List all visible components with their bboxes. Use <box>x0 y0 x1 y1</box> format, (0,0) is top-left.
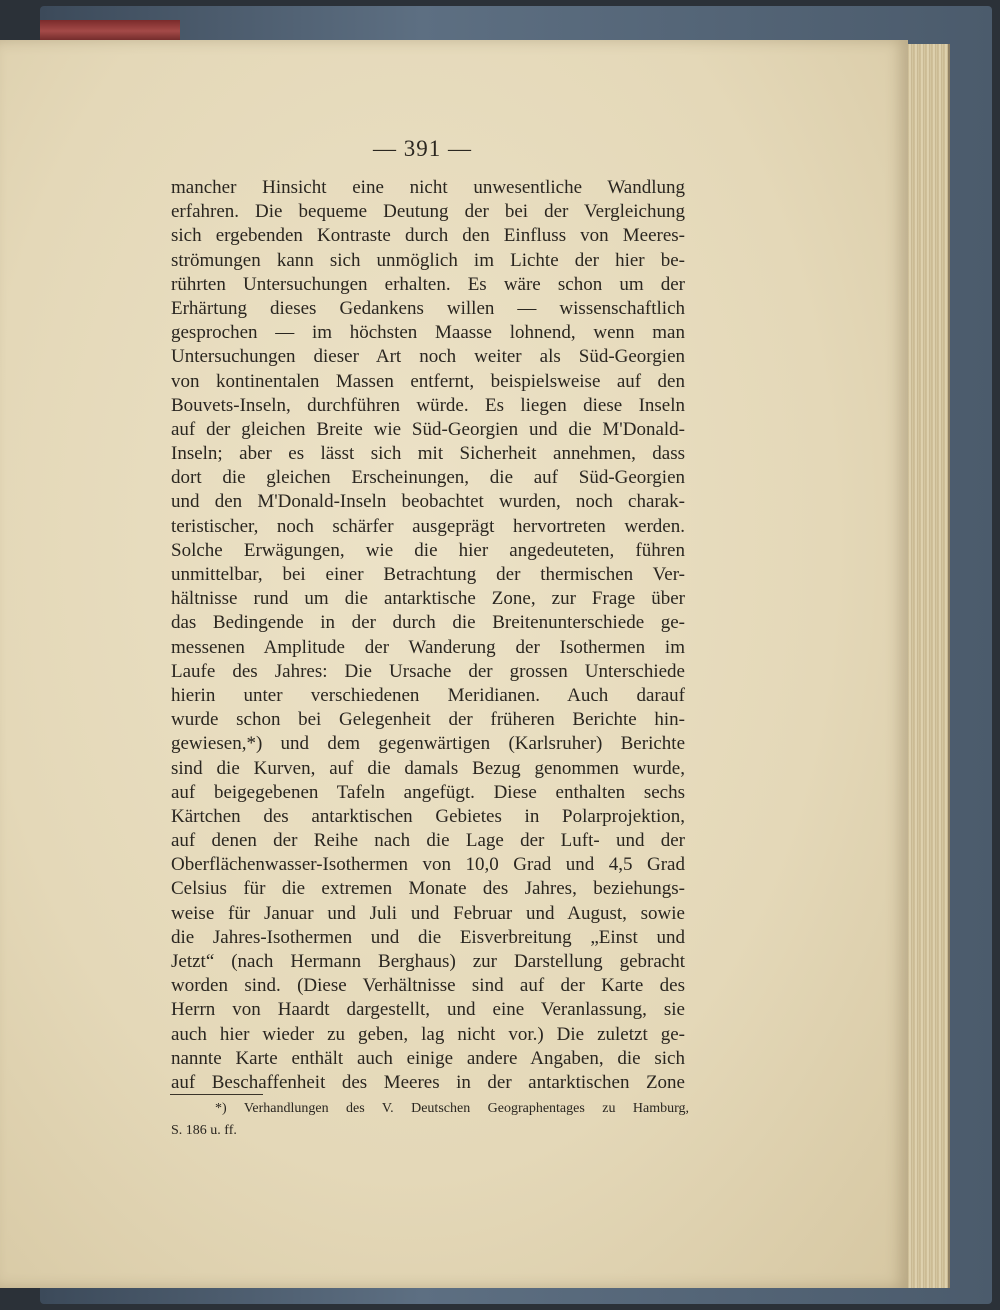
text-line: die Jahres-Isothermen und die Eisverbreitung „Einst und <box>171 926 685 948</box>
text-line: auf Beschaffenheit des Meeres in der antarktischen Zone <box>171 1071 685 1093</box>
text-line: Inseln; aber es lässt sich mit Sicherheit annehmen, dass <box>171 443 685 465</box>
text-line: hältnisse rund um die antarktische Zone, zur Frage über <box>171 588 685 610</box>
text-line: erfahren. Die bequeme Deutung der bei der Vergleichung <box>171 201 685 223</box>
text-line: worden sind. (Diese Verhältnisse sind auf der Karte des <box>171 975 685 997</box>
footnote-rule <box>170 1094 263 1095</box>
text-line: auf denen der Reihe nach die Lage der Luft- und der <box>171 830 685 852</box>
text-line: wurde schon bei Gelegenheit der früheren Berichte hin- <box>171 709 685 731</box>
text-line: mancher Hinsicht eine nicht unwesentliche Wandlung <box>171 177 685 198</box>
text-line: Solche Erwägungen, wie die hier angedeuteten, führen <box>171 539 685 561</box>
bookmark-ribbon <box>40 20 180 42</box>
text-line: Erhärtung dieses Gedankens willen — wissenschaftlich <box>171 297 685 319</box>
text-line: auch hier wieder zu geben, lag nicht vor.) Die zuletzt ge- <box>171 1023 685 1045</box>
text-line: gesprochen — im höchsten Maasse lohnend, wenn man <box>171 322 685 344</box>
text-line: dort die gleichen Erscheinungen, die auf Süd-Georgien <box>171 467 685 489</box>
text-line: Kärtchen des antarktischen Gebietes in Polarprojektion, <box>171 805 685 827</box>
text-line: unmittelbar, bei einer Betrachtung der thermischen Ver- <box>171 564 685 585</box>
text-line: von kontinentalen Massen entfernt, beispielsweise auf den <box>171 370 685 392</box>
text-line: Celsius für die extremen Monate des Jahres, beziehungs- <box>171 878 685 900</box>
text-line: rührten Untersuchungen erhalten. Es wäre schon um der <box>171 273 685 295</box>
text-line: messenen Amplitude der Wanderung der Isothermen im <box>171 636 685 658</box>
text-line: sich ergebenden Kontraste durch den Einfluss von Meeres- <box>171 225 685 247</box>
text-line: weise für Januar und Juli und Februar und August, sowie <box>171 902 685 924</box>
page-number: — 391 — <box>373 136 472 161</box>
text-line: und den M'Donald-Inseln beobachtet wurden, noch charak- <box>171 491 685 513</box>
text-line: das Bedingende in der durch die Breitenunterschiede ge- <box>171 612 685 634</box>
text-line: auf beigegebenen Tafeln angefügt. Diese enthalten sechs <box>171 781 685 803</box>
text-line: hierin unter verschiedenen Meridianen. Auch darauf <box>171 684 685 706</box>
text-line: Laufe des Jahres: Die Ursache der grossen Unterschiede <box>171 660 685 682</box>
text-line: Oberflächenwasser-Isothermen von 10,0 Grad und 4,5 Grad <box>171 854 685 876</box>
text-line: nannte Karte enthält auch einige andere Angaben, die sich <box>171 1047 685 1069</box>
text-line: auf der gleichen Breite wie Süd-Georgien und die M'Donald- <box>171 418 685 440</box>
footnote-line: *) Verhandlungen des V. Deutschen Geographentages zu Hamburg, <box>215 1101 689 1116</box>
text-line: teristischer, noch schärfer ausgeprägt hervortreten werden. <box>171 515 685 537</box>
footnotes <box>171 1098 689 1142</box>
text-line: Bouvets-Inseln, durchführen würde. Es liegen diese Inseln <box>171 394 685 416</box>
text-line: sind die Kurven, auf die damals Bezug genommen wurde, <box>171 757 685 779</box>
text-line: strömungen kann sich unmöglich im Lichte der hier be- <box>171 249 685 271</box>
footnote-line: S. 186 u. ff. <box>171 1123 237 1138</box>
body-text <box>171 176 685 1095</box>
text-line: Jetzt“ (nach Hermann Berghaus) zur Darstellung gebracht <box>171 951 685 972</box>
text-line: gewiesen,*) und dem gegenwärtigen (Karlsruher) Berichte <box>171 733 685 755</box>
text-line: Untersuchungen dieser Art noch weiter als Süd-Georgien <box>171 346 685 368</box>
text-line: Herrn von Haardt dargestellt, und eine Veranlassung, sie <box>171 999 685 1021</box>
